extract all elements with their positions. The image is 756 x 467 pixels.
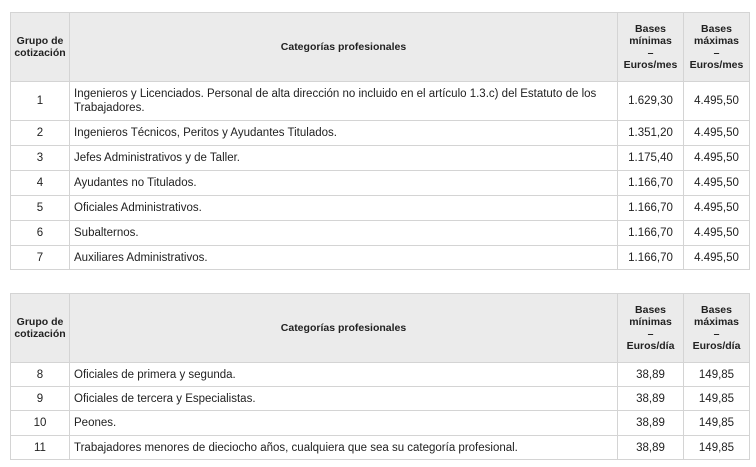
- table-row: [11, 121, 750, 146]
- table-row: [11, 411, 750, 436]
- base-minima-cell: 1.166,70: [618, 221, 684, 246]
- table-row: [11, 196, 750, 221]
- categoria-cell: Oficiales de primera y segunda.: [70, 363, 618, 387]
- table-header-row: [11, 13, 750, 82]
- base-maxima-cell: 4.495,50: [684, 171, 750, 196]
- categorias-header: Categorías profesionales: [70, 13, 618, 82]
- table-row: [11, 171, 750, 196]
- grupo-cell: 11: [11, 436, 70, 460]
- base-maxima-cell: 4.495,50: [684, 121, 750, 146]
- base-minima-cell: 1.166,70: [618, 171, 684, 196]
- grupo-cell: 7: [11, 246, 70, 270]
- grupo-header: Grupo de cotización: [11, 13, 70, 82]
- base-minima-cell: 38,89: [618, 411, 684, 436]
- table-row: [11, 221, 750, 246]
- categorias-header: Categorías profesionales: [70, 294, 618, 363]
- categoria-cell: Trabajadores menores de dieciocho años, cualquiera que sea su categoría profesional.: [70, 436, 618, 460]
- table-row: [11, 82, 750, 121]
- table-header-row: [11, 294, 750, 363]
- base-minima-cell: 1.629,30: [618, 82, 684, 121]
- categoria-cell: Oficiales Administrativos.: [70, 196, 618, 221]
- base-minima-cell: 1.351,20: [618, 121, 684, 146]
- grupo-header: Grupo de cotización: [11, 294, 70, 363]
- categoria-cell: Ayudantes no Titulados.: [70, 171, 618, 196]
- monthly-bases-table: [10, 12, 750, 270]
- grupo-cell: 3: [11, 146, 70, 171]
- table-row: [11, 146, 750, 171]
- base-maxima-cell: 4.495,50: [684, 196, 750, 221]
- base-minima-cell: 1.166,70: [618, 196, 684, 221]
- base-maxima-cell: 149,85: [684, 436, 750, 460]
- table-row: [11, 387, 750, 411]
- categoria-cell: Ingenieros y Licenciados. Personal de alta dirección no incluido en el artículo 1.3.c) del Estatuto de los Trabajadores.: [70, 82, 618, 121]
- base-minima-cell: 38,89: [618, 363, 684, 387]
- base-maxima-cell: 4.495,50: [684, 146, 750, 171]
- grupo-cell: 2: [11, 121, 70, 146]
- grupo-cell: 6: [11, 221, 70, 246]
- daily-bases-table: [10, 293, 750, 460]
- base-maxima-cell: 149,85: [684, 387, 750, 411]
- table-row: [11, 436, 750, 460]
- grupo-cell: 5: [11, 196, 70, 221]
- categoria-cell: Oficiales de tercera y Especialistas.: [70, 387, 618, 411]
- base-maxima-cell: 149,85: [684, 411, 750, 436]
- grupo-cell: 8: [11, 363, 70, 387]
- base-maxima-cell: 149,85: [684, 363, 750, 387]
- base-minima-cell: 1.166,70: [618, 246, 684, 270]
- grupo-cell: 10: [11, 411, 70, 436]
- grupo-cell: 1: [11, 82, 70, 121]
- categoria-cell: Ingenieros Técnicos, Peritos y Ayudantes Titulados.: [70, 121, 618, 146]
- bases-minimas-header: Bases mínimas – Euros/día: [618, 294, 684, 363]
- base-maxima-cell: 4.495,50: [684, 246, 750, 270]
- bases-maximas-header: Bases máximas – Euros/día: [684, 294, 750, 363]
- categoria-cell: Auxiliares Administrativos.: [70, 246, 618, 270]
- categoria-cell: Peones.: [70, 411, 618, 436]
- table-row: [11, 363, 750, 387]
- base-minima-cell: 38,89: [618, 387, 684, 411]
- base-maxima-cell: 4.495,50: [684, 82, 750, 121]
- bases-minimas-header: Bases mínimas – Euros/mes: [618, 13, 684, 82]
- categoria-cell: Jefes Administrativos y de Taller.: [70, 146, 618, 171]
- base-minima-cell: 38,89: [618, 436, 684, 460]
- categoria-cell: Subalternos.: [70, 221, 618, 246]
- base-maxima-cell: 4.495,50: [684, 221, 750, 246]
- bases-maximas-header: Bases máximas – Euros/mes: [684, 13, 750, 82]
- table-row: [11, 246, 750, 270]
- grupo-cell: 4: [11, 171, 70, 196]
- base-minima-cell: 1.175,40: [618, 146, 684, 171]
- grupo-cell: 9: [11, 387, 70, 411]
